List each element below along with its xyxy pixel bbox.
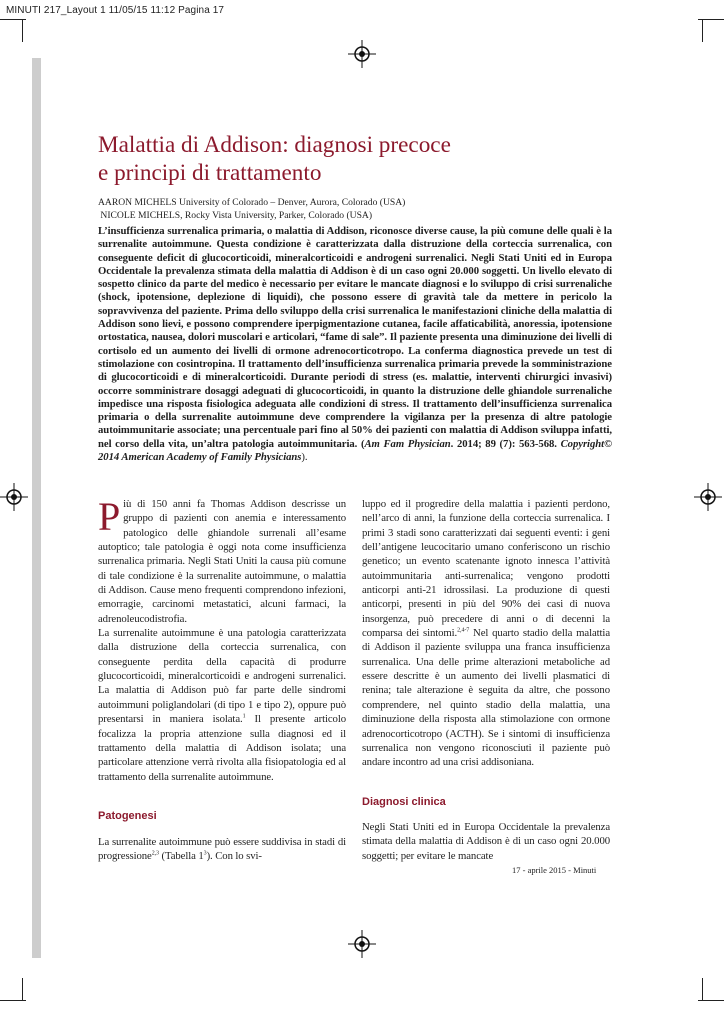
surrenalite-paragraph (98, 626, 346, 784)
reference-sup: 2,3 (151, 850, 159, 857)
section-heading-patogenesi: Patogenesi (98, 810, 157, 822)
surrenalite-text-b: Il presente articolo focalizza la propria attenzione sulla diagnosi ed il trattamento della malattia di Addison isolata; una particolare attenzione verrà rivolta alla fisiopatologia ed al trattamento della surrenalite autoimmune. (98, 713, 346, 783)
stages-paragraph (362, 497, 610, 770)
reference-sup: 2,4-7 (457, 627, 470, 634)
crop-mark-bottom-left (0, 1000, 26, 1001)
registration-mark-top-icon (348, 40, 376, 68)
drop-cap: P (98, 494, 121, 539)
registration-mark-left-icon (0, 483, 28, 511)
registration-mark-right-icon (694, 483, 722, 511)
patogenesi-paragraph (98, 835, 346, 864)
reference-sup: 1 (242, 713, 246, 720)
page-footer: 17 - aprile 2015 - Minuti (512, 865, 597, 875)
registration-mark-bottom-icon (348, 930, 376, 958)
print-slug: MINUTI 217_Layout 1 11/05/15 11:12 Pagina 17 (6, 5, 225, 16)
article-title (98, 131, 658, 187)
diagnosi-column (362, 820, 610, 863)
surrenalite-text-a: La surrenalite autoimmune è una patologia caratterizzata dalla distruzione della corteccia surrenalica, con conseguente perdita della capacità di produrre glucocorticoidi, mineralcorticoidi e androgeni surrenalici. La malattia di Addison può far parte delle sindromi autoimmuni poliglandolari (di tipo 1 e tipo 2), oppure può presentarsi in maniera isolata. (98, 627, 346, 726)
crop-mark-right-vertical (702, 20, 703, 42)
stages-text-a: luppo ed il progredire della malattia i pazienti perdono, nell’arco di anni, la funzione della corteccia surrenalica. I primi 3 stadi sono caratterizzati dai seguenti eventi: i geni dell’antigene leucocitario umano conferiscono un rischio genetico; un evento scatenante ignoto innesca l’attività autoimmunitaria anti-surrenalica; vengono prodotti anticorpi anti-21 idrossilasi. La produzione di questi anticorpi, presenti in più del 90% dei casi di nuova insorgenza, può precedere di anni o di decenni la comparsa dei sintomi. (362, 498, 610, 640)
diagnosi-paragraph: Negli Stati Uniti ed in Europa Occidentale la prevalenza stimata della malattia di Addison è di un caso ogni 20.000 soggetti; per evitare le mancate (362, 821, 610, 862)
citation-close: ). (301, 451, 308, 464)
article-abstract (98, 225, 612, 464)
patogenesi-text-b: (Tabella 1 (158, 850, 204, 863)
patogenesi-text-c: ). Con lo svi- (206, 850, 262, 863)
body-column-left (98, 494, 346, 784)
patogenesi-text-a: La surrenalite autoimmune può essere suddivisa in stadi di progressione (98, 836, 346, 863)
reference-sup: 3 (203, 850, 207, 857)
article-title-line-1: Malattia di Addison: diagnosi precoce (98, 132, 451, 158)
stages-text-b: Nel quarto stadio della malattia di Addison il paziente sviluppa una franca insufficienza surrenalica. Una delle prime alterazioni metaboliche ad essere descritte è un aumento dei livelli plasmatici di renina; tale alterazione è seguita da altre, che possono comprendere, nel quinto stadio della malattia, una diminuzione della risposta alla stimolazione con ormone adrenocorticotropo (ACTH). Se i sintomi di insufficienza surrenalica non vengono riconosciuti il paziente può andare incontro ad una crisi addisoniana. (362, 627, 610, 769)
article-authors (98, 197, 618, 222)
citation-journal: Am Fam Physician (364, 437, 451, 450)
crop-mark-bottom-right (698, 1000, 724, 1001)
crop-mark-bottom-left-vertical (22, 978, 23, 1000)
citation-details: . 2014; 89 (7): 563-568. (450, 437, 561, 450)
section-heading-diagnosi-clinica: Diagnosi clinica (362, 796, 446, 808)
body-column-right (362, 497, 610, 770)
copyright-notice: Copyright© 2014 American Academy of Family Physicians (98, 437, 613, 464)
abstract-text: L’insufficienza surrenalica primaria, o malattia di Addison, riconosce diverse cause, la più comune delle quali è la surrenalite autoimmune. Questa condizione è caratterizzata dalla distruzione della corteccia surrenalica, con conseguente deficit di glucocorticoidi, mineralcorticoidi e androgeni surrenalici. Negli Stati Uniti ed in Europa Occidentale la prevalenza stimata della malattia di Addison è di un caso ogni 20.000 soggetti. Un livello elevato di sospetto clinico da parte del medico è necessario per evitare le mancate diagnosi e lo sviluppo di crisi surrenaliche (shock, ipotensione, deplezione di liquidi), che possono essere di gravità tale da mettere in pericolo la sopravvivenza del paziente. Prima dello sviluppo della crisi surrenalica le manifestazioni cliniche della malattia di Addison sono lievi, e possono comprendere iperpigmentazione cutanea, facile affaticabilità, anoressia, ipotensione ortostatica, nausea, dolori muscolari e articolari, “fame di sale”. Il paziente presenta una diminuzione dei livelli di cortisolo ed un aumento dei livelli di ormone adrenocorticotropo. La conferma diagnostica prevede un test di stimolazione con cosintropina. Il trattamento dell’insufficienza surrenalica primaria prevede la somministrazione di glucocorticoidi e di mineralcorticoidi. Durante periodi di stress (es. malattie, interventi chirurgici invasivi) occorre somministrare dosaggi adeguati di glucocorticoidi, in quanto la distruzione delle ghiandole surrenaliche impedisce una risposta fisiologica adeguata alle condizioni di stress. Il trattamento dell’insufficienza surrenalica primaria o della surrenalite autoimmune deve comprendere la vigilanza per la presenza di altre patologie autoimmunitarie associate; una percentuale pari fino al 50% dei pazienti con malattia di Addison sviluppa infatti, nel corso della vita, un’altra patologia autoimmunitaria. ( (98, 225, 612, 450)
author-line-2: NICOLE MICHELS, Rocky Vista University, Parker, Colorado (USA) (98, 209, 373, 221)
author-line-1: AARON MICHELS University of Colorado – Denver, Aurora, Colorado (USA) (98, 197, 406, 208)
intro-paragraph-text: iù di 150 anni fa Thomas Addison descrisse un gruppo di pazienti con anemia e interessamento patologico delle ghiandole surrenali all’esame autoptico; tale patologia è oggi nota come insufficienza surrenalica primaria. Negli Stati Uniti la causa più comune di tale condizione è la surrenalite autoimmune, o malattia di Addison. Cause meno frequenti comprendono infezioni, emorragie, carcinomi metastatici, alcuni farmaci, la adrenoleucodistrofia. (98, 498, 346, 625)
crop-mark-bottom-right-vertical (702, 978, 703, 1000)
patogenesi-column (98, 835, 346, 864)
article-title-line-2: e principi di trattamento (98, 160, 322, 186)
intro-paragraph (98, 494, 346, 626)
page-sidebar-bar (32, 58, 41, 958)
crop-mark-left-vertical (22, 20, 23, 42)
